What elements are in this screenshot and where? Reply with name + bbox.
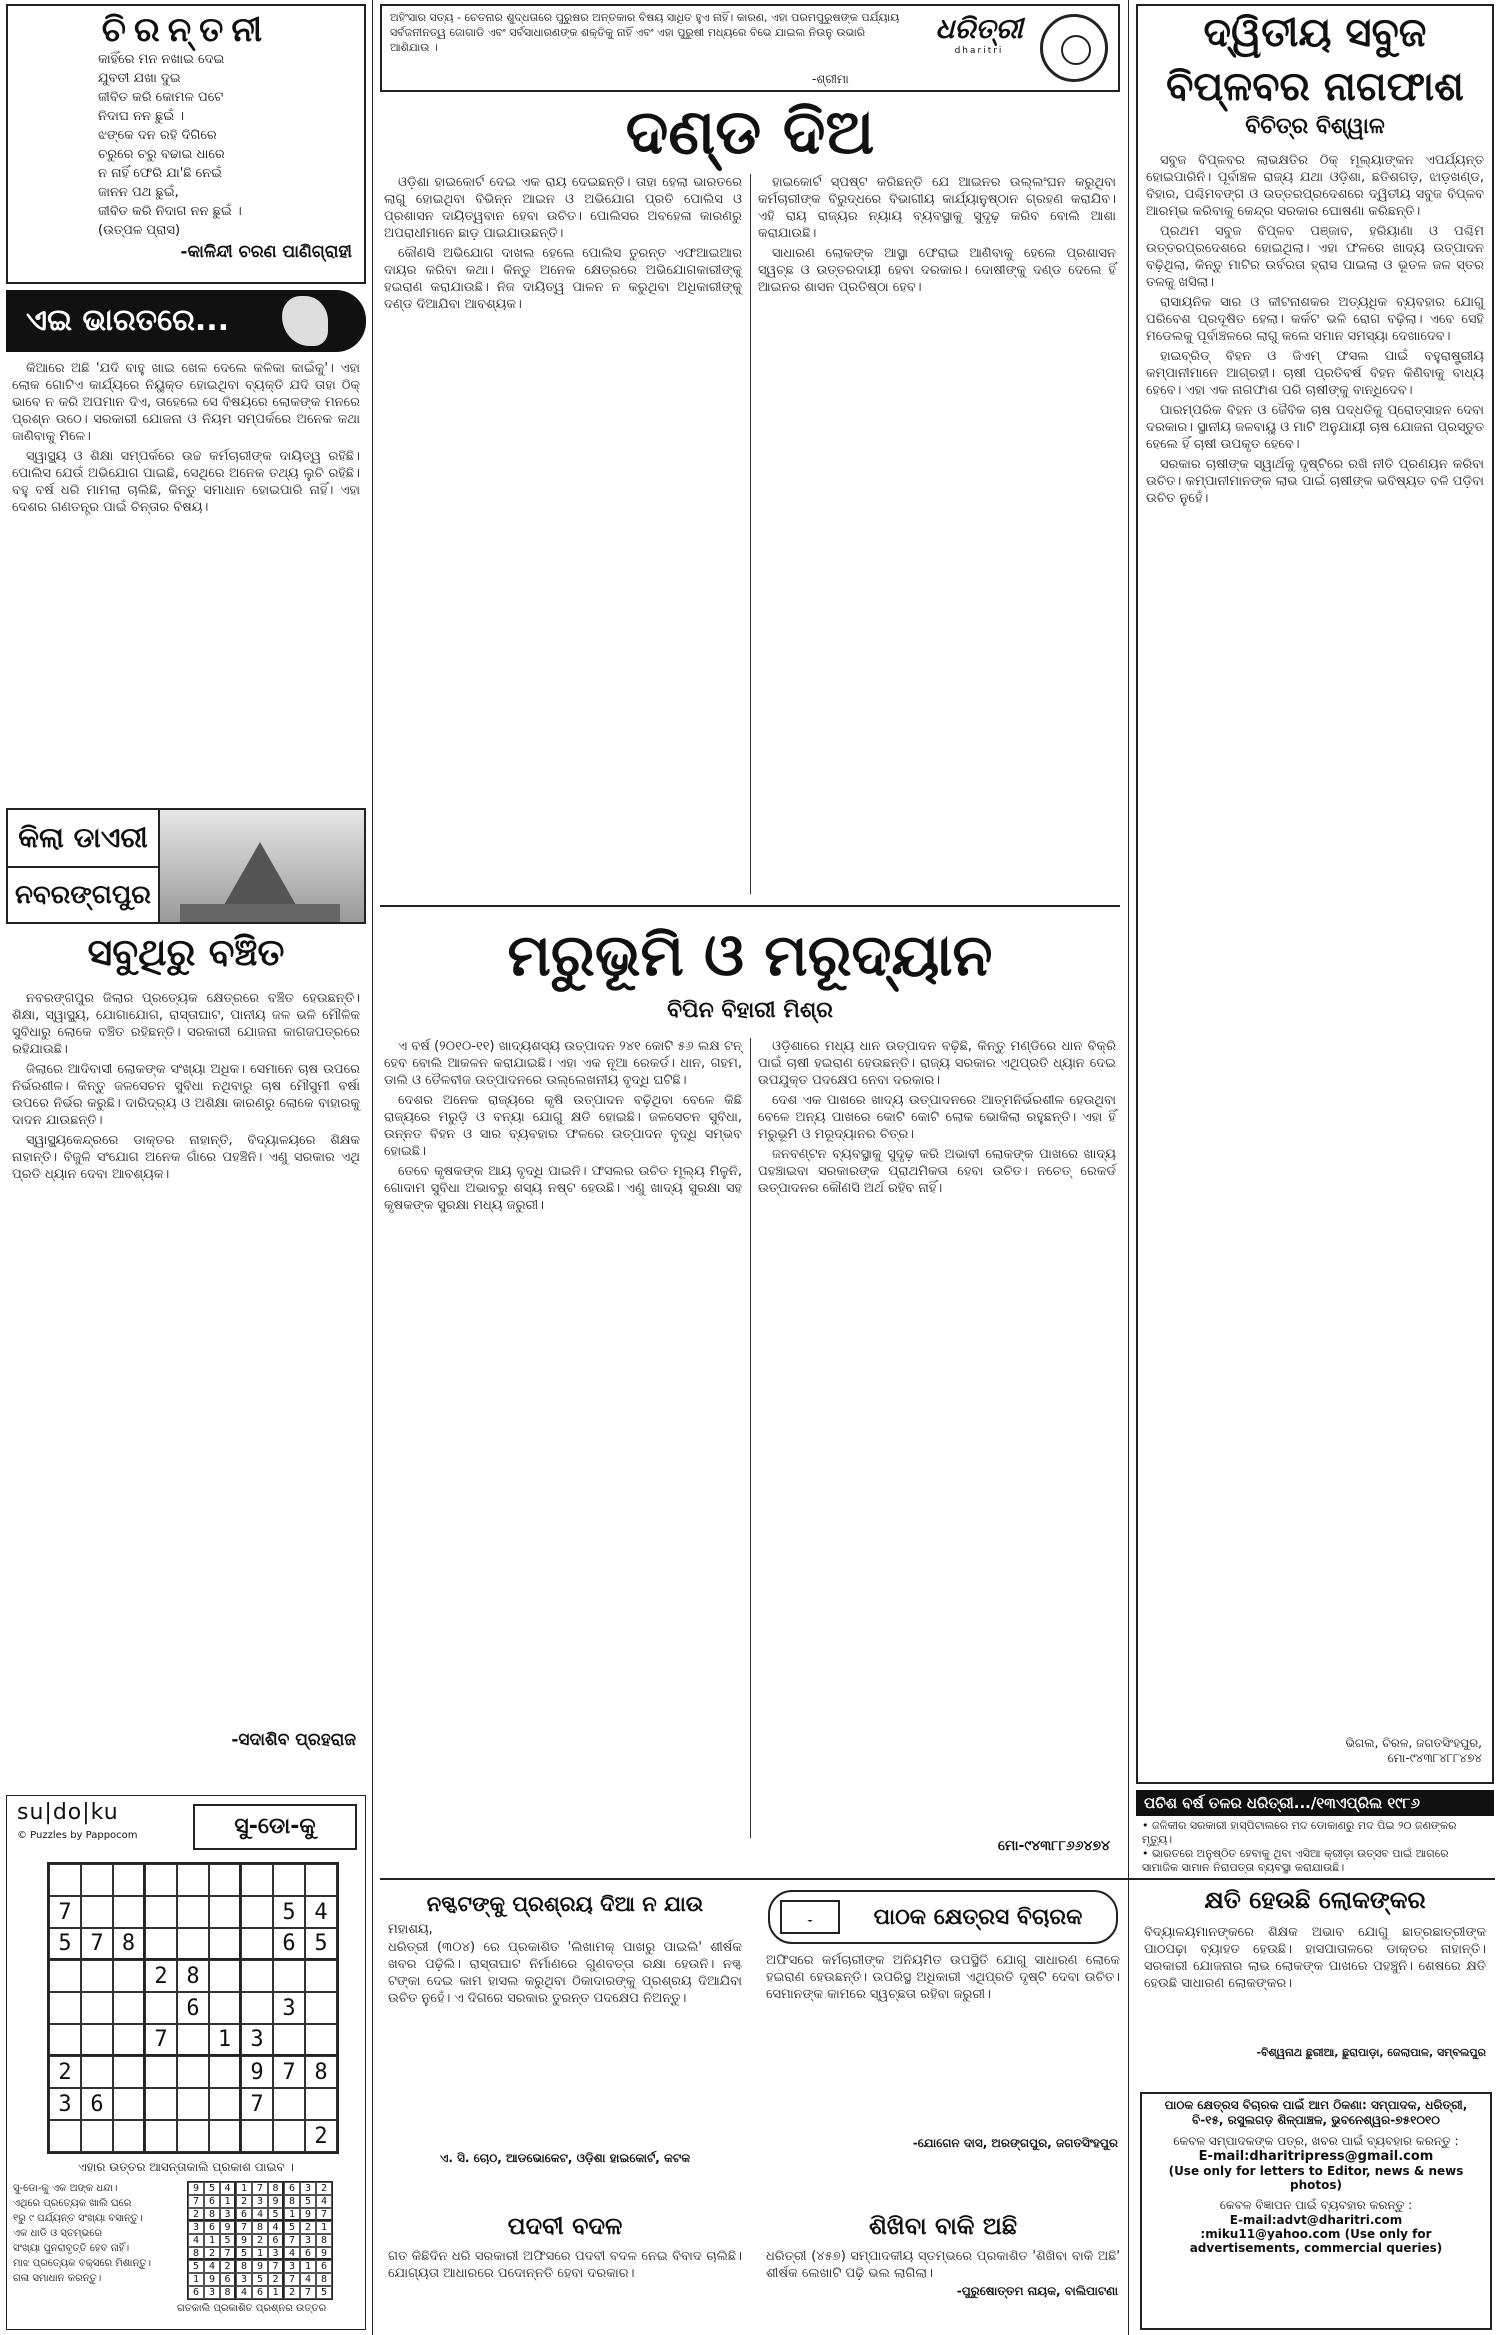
sudoku-help-line: ୧ରୁ ୯ ପର୍ଯ୍ୟନ୍ତ ସଂଖ୍ୟା ବସାନ୍ତୁ।	[13, 2213, 143, 2224]
sudoku-cell: 4	[188, 2234, 204, 2247]
letter-khyati	[1136, 1886, 1494, 2086]
sudoku-cell: 4	[204, 2260, 220, 2273]
sudoku-help-line: ସୁ-ଡୋ-କୁ ଏକ ଅଙ୍କ ଧନ୍ଦା।	[13, 2183, 118, 2194]
sudoku-cell[interactable]: 7	[145, 2024, 177, 2056]
sudoku-cell: 3	[300, 2234, 316, 2247]
sudoku-cell[interactable]	[305, 1960, 337, 1992]
sudoku-cell: 3	[252, 2195, 268, 2208]
masthead-box	[380, 4, 1120, 92]
sudoku-cell: 7	[316, 2208, 332, 2221]
sudoku-cell[interactable]	[241, 1992, 273, 2024]
sudoku-cell: 6	[316, 2260, 332, 2273]
sudoku-cell: 5	[300, 2195, 316, 2208]
sudoku-cell: 7	[252, 2182, 268, 2195]
sudoku-cell[interactable]	[209, 2088, 241, 2120]
sudoku-cell: 7	[220, 2247, 236, 2260]
sudoku-cell: 3	[268, 2247, 284, 2260]
kila-diary-banner	[6, 808, 366, 924]
letter-nagataku-body: ଧରିତ୍ରୀ (୩୦୪) ରେ ପ୍ରକାଶିତ 'ଲିଖାମକ୍ ପାଖରୁ ପାଇଲି' ଶୀର୍ଷକ ଖବର ପଢ଼ିଲି। ରାସ୍ତାଘାଟ ନିର୍ମାଣରେ ଗୁଣବତ୍ତା ରକ୍ଷା ହେଉନି। ନଗ୍ଦ ଟଙ୍କା ଦେଇ କାମ ହାସଲ କରୁଥିବା ଠିକାଦାରଙ୍କୁ ପ୍ରଶ୍ରୟ ଦିଆଯିବା ଉଚିତ ନୁହେଁ। ଏ ଦିଗରେ ସରକାର ତୁରନ୍ତ ପଦକ୍ଷେପ ନିଅନ୍ତୁ।	[388, 1940, 742, 2006]
sudoku-cell[interactable]: 7	[49, 1896, 81, 1928]
sudoku-cell: 5	[236, 2247, 252, 2260]
sudoku-cell: 4	[316, 2195, 332, 2208]
sudoku-cell[interactable]	[273, 1960, 305, 1992]
sudoku-cell: 9	[220, 2221, 236, 2234]
sudoku-cell[interactable]	[305, 1864, 337, 1896]
paragraph: ହାଇବ୍ରିଡ୍ ବିହନ ଓ ଜିଏମ୍ ଫସଲ ପାଇଁ ବହୁରାଷ୍ଟ୍ରୀୟ କମ୍ପାନୀମାନେ ଆଗ୍ରହୀ। ଚାଷୀ ପ୍ରତିବର୍ଷ ବିହନ କିଣିବାକୁ ବାଧ୍ୟ ହେବେ। ଏହା ଏକ ନାଗଫାଶ ପରି ଚାଷୀଙ୍କୁ ବାନ୍ଧିଦେବ।	[1146, 349, 1484, 398]
sabuja-phone: ମୋ-୯୪୩୮୪୮୮୪୭୪	[1387, 1751, 1482, 1765]
paragraph: ସରକାର ଚାଷୀଙ୍କ ସ୍ୱାର୍ଥକୁ ଦୃଷ୍ଟିରେ ରଖି ନୀତି ପ୍ରଣୟନ କରିବା ଉଚିତ। କମ୍ପାନୀମାନଙ୍କ ଲାଭ ପାଇଁ ଚାଷୀଙ୍କ ଭବିଷ୍ୟତ ବଳି ପଡ଼ିବା ଉଚିତ ନୁହେଁ।	[1146, 457, 1484, 506]
sudoku-cell[interactable]	[81, 2120, 113, 2152]
sudoku-cell[interactable]	[241, 2120, 273, 2152]
sudoku-cell: 2	[268, 2273, 284, 2286]
sudoku-cell[interactable]: 8	[305, 2056, 337, 2088]
letter-khyati-title: କ୍ଷତି ହେଉଛି ଲୋକଙ୍କର	[1204, 1886, 1426, 1914]
sudoku-cell: 6	[188, 2286, 204, 2299]
sudoku-cell[interactable]	[145, 1992, 177, 2024]
paragraph: କୌଣସି ଅଭିଯୋଗ ଦାଖଲ ହେଲେ ପୋଲିସ ତୁରନ୍ତ ଏଫଆଇଆର ଦାୟର କରିବା କଥା। କିନ୍ତୁ ଅନେକ କ୍ଷେତ୍ରରେ ଅଭିଯୋଗକାରୀଙ୍କୁ ହଇରାଣ କରାଯାଉଛି। ନିଜ ଦାୟିତ୍ୱ ପାଳନ ନ କରୁଥିବା ଅଧିକାରୀଙ୍କୁ ଦଣ୍ଡ ଦିଆଯିବା ଆବଶ୍ୟକ।	[384, 246, 742, 312]
sudoku-cell: 8	[252, 2221, 268, 2234]
sudoku-cell[interactable]: 2	[49, 2056, 81, 2088]
sudoku-cell: 8	[268, 2182, 284, 2195]
sudoku-cell: 9	[188, 2182, 204, 2195]
marubhumi-title: ମରୁଭୂମି ଓ ମରୂଦ୍ୟାନ	[507, 921, 993, 989]
poem-line: ଜାନନ ପଥ ଛୁଇଁ,	[98, 185, 179, 200]
paragraph: ହାଇକୋର୍ଟ ସ୍ପଷ୍ଟ କରିଛନ୍ତି ଯେ ଆଇନର ଉଲ୍ଲଂଘନ କରୁଥିବା କର୍ମଚାରୀଙ୍କ ବିରୁଦ୍ଧରେ ବିଭାଗୀୟ କାର୍ଯ୍ୟାନୁଷ୍ଠାନ ଗ୍ରହଣ କରାଯିବ। ଏହି ରାୟ ରାଜ୍ୟର ନ୍ୟାୟ ବ୍ୟବସ୍ଥାକୁ ସୁଦୃଢ଼ କରିବ ବୋଲି ଆଶା କରାଯାଉଛି।	[758, 175, 1116, 241]
sudoku-cell: 3	[220, 2208, 236, 2221]
sudoku-cell: 1	[204, 2234, 220, 2247]
poem-line: ଯୁବତୀ ଯଖା ଦୁଇ	[98, 71, 181, 86]
sudoku-cell: 6	[268, 2234, 284, 2247]
sudoku-solution-note: ଗତକାଲି ପ୍ରକାଶିତ ପ୍ରଶ୍ନର ଉତ୍ତର	[177, 2303, 327, 2314]
sudoku-cell[interactable]	[209, 1960, 241, 1992]
sudoku-cell: 8	[236, 2260, 252, 2273]
letter-sikhiba-title: ଶିଖିବା ବାକି ଅଛି	[868, 2212, 1018, 2240]
sabuja-body	[1138, 148, 1492, 1736]
sudoku-cell[interactable]: 5	[273, 1896, 305, 1928]
sudoku-cell[interactable]	[241, 1896, 273, 1928]
sudoku-cell: 6	[284, 2182, 300, 2195]
sabu-tharu-title: ସବୁଥିରୁ ବଞ୍ଚିତ	[87, 930, 285, 974]
letter-nagataku-author: ଏ. ସି. ଚୋଠ, ଆଡଭୋକେଟ, ଓଡ଼ିଶା ହାଇକୋର୍ଟ, କଟକ	[439, 2151, 691, 2165]
sudoku-cell: 5	[188, 2260, 204, 2273]
sudoku-cell[interactable]	[81, 1896, 113, 1928]
letter-khyati-body: ବିଦ୍ୟାଳୟମାନଙ୍କରେ ଶିକ୍ଷକ ଅଭାବ ଯୋଗୁ ଛାତ୍ରଛାତ୍ରୀଙ୍କ ପାଠପଢ଼ା ବ୍ୟାହତ ହେଉଛି। ହାସପାତାଳରେ ଡାକ୍ତର ନାହାନ୍ତି। ସରକାରୀ ଯୋଜନାର ଲାଭ ଲୋକଙ୍କ ପାଖରେ ପହଞ୍ଚୁନି। ଶେଷରେ କ୍ଷତି ହେଉଛି ସାଧାରଣ ଲୋକଙ୍କର।	[1144, 1925, 1486, 1991]
sudoku-cell: 7	[300, 2286, 316, 2299]
sudoku-cell: 5	[220, 2234, 236, 2247]
sudoku-cell: 6	[236, 2208, 252, 2221]
sudoku-cell: 1	[188, 2273, 204, 2286]
sudoku-help-line: ଏଥିରେ ପ୍ରତ୍ୟେକ ଖାଲି ଘରେ	[13, 2198, 132, 2209]
sudoku-cell: 6	[204, 2221, 220, 2234]
ei-bharatare-title: ଏଇ ଭାରତରେ...	[26, 303, 230, 338]
sudoku-cell[interactable]: 5	[49, 1928, 81, 1960]
sudoku-solution-grid	[187, 2181, 333, 2300]
kila-diary-label: କିଲା ଡାଏରୀ	[8, 810, 160, 868]
paragraph: ଜିଲାରେ ଆଦିବାସୀ ଲୋକଙ୍କ ସଂଖ୍ୟା ଅଧିକ। ସେମାନେ ଚାଷ ଉପରେ ନିର୍ଭରଶୀଳ। କିନ୍ତୁ ଜଳସେଚନ ସୁବିଧା ନଥିବାରୁ ଚାଷ ମୌସୁମୀ ବର୍ଷା ଉପରେ ନିର୍ଭର କରୁଛି। ଦାରିଦ୍ର୍ୟ ଓ ଅଶିକ୍ଷା କାରଣରୁ ଲୋକେ ବାହାରକୁ ଦାଦନ ଯାଉଛନ୍ତି।	[12, 1062, 360, 1128]
contact-ad-label: କେବଳ ବିଜ୍ଞାପନ ପାଇଁ ବ୍ୟବହାର କରନ୍ତୁ :	[1219, 2198, 1413, 2212]
poem-line: (ଉତ୍ପଳ ପ୍ରାସ)	[98, 223, 181, 238]
sudoku-cell: 8	[284, 2195, 300, 2208]
pachisi-item: • ଭାରତରେ ଅନୁଷ୍ଠିତ ହେବାକୁ ଥିବା ଏସିଆ କ୍ରୀଡ଼ା ଉତ୍ସବ ପାଇଁ ଆଗରେ ସାମାଜିକ ସାମାନ ନିରାପତ୍ତା ବ୍ୟବସ୍ଥା କରାଯାଉଛି।	[1142, 1847, 1449, 1874]
sudoku-cell[interactable]	[81, 1992, 113, 2024]
sudoku-cell[interactable]	[209, 1928, 241, 1960]
sudoku-cell: 7	[268, 2260, 284, 2273]
sudoku-cell: 3	[188, 2221, 204, 2234]
ei-bharatare-body	[6, 352, 366, 516]
sudoku-cell[interactable]	[113, 1864, 145, 1896]
sudoku-cell[interactable]	[209, 1992, 241, 2024]
letter-padabi	[380, 2212, 750, 2330]
sudoku-cell: 2	[188, 2208, 204, 2221]
sudoku-cell: 5	[268, 2208, 284, 2221]
sudoku-cell[interactable]	[113, 1896, 145, 1928]
sudoku-cell: 4	[236, 2286, 252, 2299]
sudoku-cell: 6	[252, 2286, 268, 2299]
sudoku-cell: 5	[204, 2182, 220, 2195]
sudoku-cell: 8	[188, 2247, 204, 2260]
contact-email-note: (Use only for letters to Editor, news & news photos)	[1168, 2164, 1464, 2192]
masthead-quote-author: -ଶ୍ରୀମା	[812, 72, 849, 86]
sudoku-cell: 3	[204, 2286, 220, 2299]
marubhumi-section	[380, 912, 1120, 1872]
paragraph: ପ୍ରଥମ ସବୁଜ ବିପ୍ଳବ ପଞ୍ଜାବ, ହରିୟାଣା ଓ ପଶ୍ଚିମ ଉତ୍ତରପ୍ରଦେଶରେ ହୋଇଥିଲା। ଏହା ଫଳରେ ଖାଦ୍ୟ ଉତ୍ପାଦନ ବଢ଼ିଥିଲା, କିନ୍ତୁ ମାଟିର ଉର୍ବରତା ହ୍ରାସ ପାଇଲା ଓ ଭୂତଳ ଜଳ ସ୍ତର ତଳକୁ ଖସିଲା।	[1146, 224, 1484, 290]
poem-line: ଜୀବିତ କରି ନିଦାଗ ନନ ଛୁଇଁ ।	[98, 204, 242, 219]
sudoku-cell[interactable]	[305, 1992, 337, 2024]
sudoku-cell[interactable]: 5	[305, 1928, 337, 1960]
sudoku-cell: 2	[252, 2234, 268, 2247]
sudoku-cell[interactable]	[49, 2024, 81, 2056]
sudoku-cell[interactable]	[177, 1896, 209, 1928]
chirantani-poem	[8, 50, 364, 240]
chirantani-title: ଚିରନ୍ତନୀ	[101, 10, 271, 50]
sudoku-cell: 9	[316, 2247, 332, 2260]
letter-sikhiba-author: -ପୁରୁଷୋତ୍ତମ ନାୟକ, ବାଲିପାଟଣା	[956, 2284, 1118, 2298]
sudoku-cell[interactable]	[113, 2024, 145, 2056]
sudoku-cell: 9	[268, 2195, 284, 2208]
sudoku-cell[interactable]	[177, 2056, 209, 2088]
sudoku-cell: 2	[236, 2195, 252, 2208]
letter-sikhiba	[758, 2212, 1128, 2330]
masthead-quote: ଅହିଂସାର ସତ୍ୟ - ଚେତନାର ଶୁଦ୍ଧତାରେ ପୁରୁଷର ଅନ୍ତକାର ବିଷୟ ସାଧିତ ହୁଏ ନାହିଁ। କାରଣ, ଏହା ପରମପୁରୁଷଙ୍କ ପର୍ଯ୍ୟାୟ ସର୍ବଜନୀନତ୍ୱ ଜୋଗାଡି ଏବଂ ସର୍ବସାଧାରଣଙ୍କ ଶକ୍ତିକୁ ନାହିଁ ଏବଂ ଏହା ପୁରୁଷୀ ମଧ୍ୟରେ ବିଭେ ଯାଇଲ ନିଉନୁ ଉଭାରି ଆଶିଯାଉ ।	[390, 11, 900, 54]
sudoku-cell: 8	[316, 2273, 332, 2286]
sudoku-cell: 8	[316, 2234, 332, 2247]
sudoku-cell: 1	[300, 2260, 316, 2273]
chirantani-author: -କାଳିନ୍ଦୀ ଚରଣ ପାଣିଗ୍ରାହୀ	[180, 242, 352, 262]
sudoku-cell[interactable]	[145, 2120, 177, 2152]
sudoku-cell[interactable]: 7	[241, 2088, 273, 2120]
sudoku-cell[interactable]	[81, 1864, 113, 1896]
sudoku-cell[interactable]	[81, 2056, 113, 2088]
sudoku-cell: 5	[284, 2221, 300, 2234]
pachisi-section	[1136, 1790, 1494, 1874]
sudoku-cell[interactable]: 7	[273, 2056, 305, 2088]
sabuja-section	[1136, 4, 1494, 1784]
sudoku-cell[interactable]	[273, 2088, 305, 2120]
paragraph: ସ୍ୱାସ୍ଥ୍ୟ ଓ ଶିକ୍ଷା ସମ୍ପର୍କରେ ଉଚ୍ଚ କର୍ମଚାରୀଙ୍କ ଦାୟିତ୍ୱ ରହିଛି। ପୋଲିସ ଯେଉଁ ଅଭିଯୋଗ ପାଇଛି, ସେଥିରେ ଅନେକ ତଥ୍ୟ ଲୁଚି ରହିଛି। ବହୁ ବର୍ଷ ଧରି ମାମଲା ଚାଲିଛି, କିନ୍ତୁ ସମାଧାନ ହୋଇପାରି ନାହିଁ। ଏହା ଦେଶର ଗଣତନ୍ତ୍ର ପାଇଁ ଚିନ୍ତାର ବିଷୟ।	[12, 449, 360, 515]
sudoku-cell: 9	[252, 2260, 268, 2273]
sudoku-cell: 2	[300, 2221, 316, 2234]
sudoku-cell: 4	[300, 2273, 316, 2286]
sudoku-cell[interactable]	[209, 1896, 241, 1928]
sudoku-help-line: ଏକ ଧାଡି ଓ ସ୍ତମ୍ଭରେ	[13, 2228, 102, 2239]
paragraph: ସାଧାରଣ ଲୋକଙ୍କ ଆସ୍ଥା ଫେରାଇ ଆଣିବାକୁ ହେଲେ ପ୍ରଶାସନ ସ୍ୱଚ୍ଛ ଓ ଉତ୍ତରଦାୟୀ ହେବା ଦରକାର। ଦୋଷୀଙ୍କୁ ଦଣ୍ଡ ଦେଲେ ହିଁ ଆଇନର ଶାସନ ପ୍ରତିଷ୍ଠା ହେବ।	[758, 246, 1116, 295]
poem-line: ଚରୁରେ ଚରୁ ବଢାଇ ଧାରେ	[98, 147, 225, 162]
pachisi-title: ପଚିଶ ବର୍ଷ ତଳର ଧରିତ୍ରୀ.../୧୩ଏପ୍ରିଲ ୧୯୮୬	[1136, 1790, 1494, 1816]
sudoku-cell: 2	[284, 2286, 300, 2299]
sudoku-cell[interactable]	[177, 2120, 209, 2152]
temple-photo	[160, 810, 364, 922]
sudoku-cell: 1	[284, 2208, 300, 2221]
danda-dia-body	[380, 168, 1120, 894]
sabuja-title-1: ଦ୍ୱିତୀୟ ସବୁଜ	[1203, 10, 1427, 56]
marubhumi-body	[380, 1034, 1120, 1838]
envelope-icon	[780, 1900, 840, 1934]
sudoku-grid	[47, 1862, 339, 2154]
sudoku-cell[interactable]	[305, 2024, 337, 2056]
paragraph: ଏ ବର୍ଷ (୨୦୧୦-୧୧) ଖାଦ୍ୟଶସ୍ୟ ଉତ୍ପାଦନ ୨୪୧ କୋଟି ୫୬ ଲକ୍ଷ ଟନ୍ ହେବ ବୋଲି ଆକଳନ କରାଯାଇଛି। ଏହା ଏକ ନୂଆ ରେକର୍ଡ। ଧାନ, ଗହମ, ଡାଲି ଓ ତୈଳବୀଜ ଉତ୍ପାଦନରେ ଉଲ୍ଲେଖନୀୟ ବୃଦ୍ଧି ଘଟିଛି।	[384, 1039, 742, 1088]
sabu-tharu-section	[6, 930, 366, 1790]
pathaka-body: ଅଫିସରେ କର୍ମଚାରୀଙ୍କ ଅନିୟମିତ ଉପସ୍ଥିତି ଯୋଗୁ ସାଧାରଣ ଲୋକେ ହଇରାଣ ହେଉଛନ୍ତି। ଉପରିସ୍ଥ ଅଧିକାରୀ ଏଥିପ୍ରତି ଦୃଷ୍ଟି ଦେବା ଉଚିତ। ସେମାନଙ୍କ କାମରେ ସ୍ୱଚ୍ଛତା ରହିବା ଜରୁରୀ।	[766, 1953, 1120, 2002]
marubhumi-phone: ମୋ-୯୪୩୮୮୬୬୪୭୪	[997, 1838, 1110, 1854]
sudoku-cell: 1	[252, 2247, 268, 2260]
sudoku-cell[interactable]	[145, 1896, 177, 1928]
sudoku-cell: 9	[236, 2234, 252, 2247]
paper-logo: ଧରିତ୍ରୀ dharitri	[935, 12, 1023, 56]
sudoku-cell: 3	[236, 2273, 252, 2286]
sudoku-cell: 1	[220, 2195, 236, 2208]
sudoku-cell: 3	[284, 2260, 300, 2273]
contact-box	[1140, 2092, 1492, 2330]
sudoku-cell[interactable]: 6	[177, 1992, 209, 2024]
sudoku-box	[6, 1795, 366, 2330]
sabu-tharu-author: -ସଦାଶିବ ପ୍ରହରାଜ	[231, 1730, 356, 1750]
sudoku-title: ସୁ-ଡୋ-କୁ	[193, 1804, 357, 1850]
poem-line: ନ ନାହିଁ ଫେରି ଯା'ଛି ନେଇଁ	[98, 166, 222, 181]
contact-email[interactable]: E-mail:dharitripress@gmail.com	[1198, 2149, 1434, 2164]
letter-nagataku-title: ନଗ୍ଦଟଙ୍କୁ ପ୍ରଶ୍ରୟ ଦିଆ ନ ଯାଉ	[426, 1892, 704, 1916]
sudoku-cell: 9	[300, 2208, 316, 2221]
paragraph: କିଆରେ ଅଛି 'ଯଦି ବାହୁ ଖାଇ ଖେଳ ଦେଲେ କଳିକା କାଇଁକୁ'। ଏହା ଲୋକ ଗୋଟିଏ କାର୍ଯ୍ୟରେ ନିୟୁକ୍ତ ହୋଇଥିବା ବ୍ୟକ୍ତି ଯଦି ତାହା ଠିକ୍ ଭାବେ ନ କରି ଅପମାନ ଦିଏ, ତାହେଲେ ସେ ବିଷୟରେ ଲୋକଙ୍କ ମନରେ ପ୍ରଶ୍ନ ଉଠେ। ସରକାରୀ ଯୋଜନା ଓ ନିୟମ ସମ୍ପର୍କରେ ଅନେକ କଥା ଜାଣିବାକୁ ମିଳେ।	[12, 361, 360, 444]
ei-bharatare-banner	[6, 290, 366, 352]
sudoku-cell: 1	[268, 2286, 284, 2299]
sudoku-cell[interactable]: 3	[241, 2024, 273, 2056]
sudoku-cell[interactable]	[241, 1864, 273, 1896]
sudoku-cell: 2	[204, 2247, 220, 2260]
sudoku-cell[interactable]	[305, 2088, 337, 2120]
sudoku-cell[interactable]	[209, 2056, 241, 2088]
sabuja-title-2: ବିପ୍ଳବର ନାଗଫାଶ	[1166, 64, 1464, 110]
sudoku-cell[interactable]: 3	[273, 1992, 305, 2024]
sudoku-cell[interactable]	[49, 1960, 81, 1992]
sudoku-cell: 7	[284, 2234, 300, 2247]
sudoku-cell[interactable]	[273, 2024, 305, 2056]
sudoku-cell: 3	[300, 2182, 316, 2195]
sudoku-cell: 4	[268, 2221, 284, 2234]
sudoku-cell: 5	[316, 2286, 332, 2299]
paragraph: ରାସାୟନିକ ସାର ଓ କୀଟନାଶକର ଅତ୍ୟଧିକ ବ୍ୟବହାର ଯୋଗୁ ପରିବେଶ ପ୍ରଦୂଷିତ ହେଲା। କର୍କଟ ଭଳି ରୋଗ ବଢ଼ିଲା। ଏବେ ସେହି ମଡେଲକୁ ପୂର୍ବାଞ୍ଚଳରେ ଲାଗୁ କଲେ ସମାନ ସମସ୍ୟା ଦେଖାଦେବ।	[1146, 295, 1484, 344]
sudoku-cell[interactable]	[113, 2088, 145, 2120]
sudoku-cell[interactable]: 3	[49, 2088, 81, 2120]
chirantani-box	[6, 4, 366, 284]
paragraph: ପାରମ୍ପରିକ ବିହନ ଓ ଜୈବିକ ଚାଷ ପଦ୍ଧତିକୁ ପ୍ରୋତ୍ସାହନ ଦେବା ଦରକାର। ସ୍ଥାନୀୟ ଜଳବାୟୁ ଓ ମାଟି ଅନୁଯାୟୀ ଚାଷ ଯୋଜନା ପ୍ରସ୍ତୁତ ହେଲେ ହିଁ ଚାଷୀ ଉପକୃତ ହେବେ।	[1146, 403, 1484, 452]
sudoku-cell[interactable]: 2	[305, 2120, 337, 2152]
kila-diary-place: ନବରଙ୍ଗପୁର	[8, 866, 160, 924]
sudoku-cell[interactable]	[113, 2056, 145, 2088]
paragraph: ଓଡ଼ିଶା ହାଇକୋର୍ଟ ଦେଇ ଏକ ରାୟ ଦେଇଛନ୍ତି। ତାହା ହେଲା ଭାରତରେ ଲାଗୁ ହୋଇଥିବା ବିଭିନ୍ନ ଆଇନ ଓ ଅଭିଯୋଗ ପ୍ରତି ପୋଲିସ ଓ ପ୍ରଶାସନ ଦାୟିତ୍ୱବାନ ହେବା ଉଚିତ। ପୋଲିସର ଅବହେଳା କାରଣରୁ ଅପରାଧୀମାନେ ଛାଡ଼ ପାଇଯାଉଛନ୍ତି।	[384, 175, 742, 241]
sudoku-cell: 7	[284, 2273, 300, 2286]
letter-khyati-author: -ବିଶ୍ୱନାଥ ଛୁରୀଆ, ଛୁରାପାଡ଼ା, ଜେଲାପାଳ, ସମ୍ବଲପୁର	[1256, 2046, 1486, 2059]
sudoku-cell: 6	[204, 2195, 220, 2208]
ei-bharatare-section	[6, 290, 366, 800]
pachisi-items	[1136, 1816, 1494, 1874]
sudoku-cell: 4	[252, 2208, 268, 2221]
sudoku-help-line: ସଂଖ୍ୟା ପୁନରାବୃତ୍ତି ହେବ ନାହିଁ।	[13, 2243, 130, 2254]
paragraph: ସ୍ୱାସ୍ଥ୍ୟକେନ୍ଦ୍ରରେ ଡାକ୍ତର ନାହାନ୍ତି, ବିଦ୍ୟାଳୟରେ ଶିକ୍ଷକ ନାହାନ୍ତି। ବିଜୁଳି ସଂଯୋଗ ଅନେକ ଗାଁରେ ପହଞ୍ଚିନି। ଏଣୁ ସରକାର ଏଥି ପ୍ରତି ଧ୍ୟାନ ଦେବା ଆବଶ୍ୟକ।	[12, 1133, 360, 1182]
sudoku-cell[interactable]	[113, 1960, 145, 1992]
sudoku-cell[interactable]	[145, 1864, 177, 1896]
sudoku-note: ଏହାର ଉତ୍ତର ଆସନ୍ତାକାଲି ପ୍ରକାଶ ପାଇବ ।	[78, 2160, 294, 2174]
sudoku-cell[interactable]: 2	[145, 1960, 177, 1992]
contact-header: ପାଠକ କ୍ଷେତ୍ରସ ବିଚାରକ ପାଇଁ ଆମ ଠିକଣା: ସମ୍ପାଦକ, ଧରିତ୍ରୀ, ବି-୧୫, ରସୁଲଗଡ଼ ଶିଳ୍ପାଞ୍ଚଳ, ଭୁବନେଶ୍ୱର-୭୫୧୦୧୦	[1164, 2098, 1468, 2127]
letter-padabi-body: ଗତ କିଛିଦିନ ଧରି ସରକାରୀ ଅଫିସରେ ପଦବୀ ବଦଳ ନେଇ ବିବାଦ ଚାଲିଛି। ଯୋଗ୍ୟତା ଆଧାରରେ ପଦୋନ୍ନତି ହେବା ଦରକାର।	[388, 2249, 742, 2281]
sudoku-cell[interactable]	[113, 2120, 145, 2152]
paragraph: ଓଡ଼ିଶାରେ ମଧ୍ୟ ଧାନ ଉତ୍ପାଦନ ବଢ଼ିଛି, କିନ୍ତୁ ମଣ୍ଡିରେ ଧାନ ବିକ୍ରି ପାଇଁ ଚାଷୀ ହଇରାଣ ହେଉଛନ୍ତି। ରାଜ୍ୟ ସରକାର ଏଥିପ୍ରତି ଧ୍ୟାନ ଦେଇ ଉପଯୁକ୍ତ ପଦକ୍ଷେପ ନେବା ଦରକାର।	[758, 1039, 1116, 1088]
sudoku-help	[13, 2181, 163, 2286]
sudoku-cell[interactable]	[49, 2120, 81, 2152]
sudoku-cell[interactable]	[145, 2088, 177, 2120]
wheel-emblem-icon	[1040, 14, 1108, 82]
marubhumi-author: ବିପିନ ବିହାରୀ ମିଶ୍ର	[667, 998, 833, 1023]
sudoku-cell[interactable]	[49, 1992, 81, 2024]
pathaka-section	[758, 1886, 1128, 2206]
sudoku-cell[interactable]: 9	[241, 2056, 273, 2088]
sudoku-help-line: ମାଝ ପ୍ରତ୍ୟେକ ବକ୍ସରେ ମିଶାନ୍ତୁ।	[13, 2258, 151, 2269]
sudoku-cell[interactable]: 7	[81, 1928, 113, 1960]
sudoku-cell: 5	[252, 2273, 268, 2286]
contact-ad-email2[interactable]: :miku11@yahoo.com (Use only for	[1200, 2227, 1432, 2241]
pathaka-author: -ଯୋଗେନ ଦାସ, ଅରଙ୍ଗପୁର, ଜଗତସିଂହପୁର	[912, 2136, 1118, 2150]
sudoku-help-line: ଗଳା ସମାଧାନ କରନ୍ତୁ।	[13, 2273, 102, 2284]
sudoku-cell: 4	[220, 2182, 236, 2195]
contact-ad-email1[interactable]: E-mail:advt@dharitri.com	[1229, 2213, 1403, 2227]
sudoku-cell[interactable]	[145, 1928, 177, 1960]
sabuja-address: ଭିଗଲ, ଚିରଳ, ଜଗତସିଂହପୁର,	[1345, 1736, 1482, 1750]
sudoku-cell[interactable]	[273, 2120, 305, 2152]
sudoku-cell: 7	[188, 2195, 204, 2208]
sudoku-cell: 2	[316, 2182, 332, 2195]
sabuja-subtitle: ବିଚିତ୍ର ବିଶ୍ୱାଳ	[1245, 114, 1385, 139]
sudoku-cell[interactable]	[209, 2120, 241, 2152]
sudoku-cell[interactable]	[241, 1960, 273, 1992]
sudoku-credit: © Puzzles by Pappocom	[17, 1830, 138, 1841]
sudoku-cell[interactable]	[113, 1992, 145, 2024]
paragraph: ଦେଶର ଅନେକ ରାଜ୍ୟରେ କୃଷି ଉତ୍ପାଦନ ବଢ଼ିଥିବା ବେଳେ କିଛି ରାଜ୍ୟରେ ମରୁଡ଼ି ଓ ବନ୍ୟା ଯୋଗୁ କ୍ଷତି ହୋଇଛି। ଜଳସେଚନ ସୁବିଧା, ଉନ୍ନତ ବିହନ ଓ ସାର ବ୍ୟବହାର ଫଳରେ ଉତ୍ପାଦନ ବୃଦ୍ଧି ସମ୍ଭବ ହୋଇଛି।	[384, 1093, 742, 1159]
sudoku-cell[interactable]: 6	[81, 2088, 113, 2120]
paragraph: ସବୁଜ ବିପ୍ଳବର ଲାଭକ୍ଷତିର ଠିକ୍ ମୂଲ୍ୟାଙ୍କନ ଏପର୍ଯ୍ୟନ୍ତ ହୋଇପାରିନି। ପୂର୍ବାଞ୍ଚଳ ରାଜ୍ୟ ଯଥା ଓଡ଼ିଶା, ଛତିଶଗଡ଼, ଝାଡ଼ଖଣ୍ଡ, ବିହାର, ପଶ୍ଚିମବଙ୍ଗ ଓ ଉତ୍ତରପ୍ରଦେଶରେ ଦ୍ୱିତୀୟ ସବୁଜ ବିପ୍ଳବ ଆରମ୍ଭ କରିବାକୁ କେନ୍ଦ୍ର ସରକାର ଘୋଷଣା କରିଛନ୍ତି।	[1146, 153, 1484, 219]
sudoku-cell[interactable]: 6	[273, 1928, 305, 1960]
sudoku-cell[interactable]: 1	[209, 2024, 241, 2056]
danda-dia-title: ଦଣ୍ଡ ଦିଅ	[625, 96, 875, 168]
paragraph: ତେବେ କୃଷକଙ୍କ ଆୟ ବୃଦ୍ଧି ପାଇନି। ଫସଲର ଉଚିତ ମୂଲ୍ୟ ମିଳୁନି, ଗୋଦାମ ସୁବିଧା ଅଭାବରୁ ଶସ୍ୟ ନଷ୍ଟ ହେଉଛି। ଏଣୁ ଖାଦ୍ୟ ସୁରକ୍ଷା ସହ କୃଷକଙ୍କ ସୁରକ୍ଷା ମଧ୍ୟ ଜରୁରୀ।	[384, 1164, 742, 1213]
pathaka-header	[768, 1890, 1118, 1944]
sudoku-cell[interactable]	[177, 2088, 209, 2120]
sudoku-cell[interactable]	[49, 1864, 81, 1896]
poem-line: କାହିଁରେ ମନ ନଖାଇ ଦେଇ	[98, 52, 225, 67]
sudoku-cell[interactable]: 4	[305, 1896, 337, 1928]
contact-email-label: କେବଳ ସମ୍ପାଦକଙ୍କ ପତ୍ର, ଖବର ପାଇଁ ବ୍ୟବହାର କରନ୍ତୁ :	[1173, 2134, 1459, 2148]
sudoku-cell[interactable]: 8	[113, 1928, 145, 1960]
contact-ad-note: advertisements, commercial queries)	[1189, 2241, 1443, 2255]
pathaka-label: ପାଠକ କ୍ଷେତ୍ରସ ବିଚାରକ	[873, 1904, 1083, 1930]
sudoku-cell[interactable]: 8	[177, 1960, 209, 1992]
sudoku-cell: 8	[220, 2286, 236, 2299]
letter-padabi-title: ପଦବୀ ବଦଳ	[507, 2212, 623, 2240]
sudoku-brand: su|do|ku	[17, 1800, 119, 1825]
sudoku-cell: 7	[236, 2221, 252, 2234]
sudoku-cell: 2	[220, 2260, 236, 2273]
sudoku-cell[interactable]	[177, 1928, 209, 1960]
sudoku-cell[interactable]	[241, 1928, 273, 1960]
sudoku-cell: 1	[316, 2221, 332, 2234]
sudoku-cell: 9	[204, 2273, 220, 2286]
poem-line: ଝଙ୍କେ ଦନ ରହି ଦିଗିରେ	[98, 128, 217, 143]
sudoku-cell: 8	[204, 2208, 220, 2221]
sudoku-cell: 6	[220, 2273, 236, 2286]
letter-sikhiba-body: ଧରିତ୍ରୀ (୪୫୭) ସମ୍ପାଦକୀୟ ସ୍ତମ୍ଭରେ ପ୍ରକାଶିତ 'ଶିଖିବା ବାକି ଅଛି' ଶୀର୍ଷକ ଲେଖାଟି ପଢ଼ି ଭଲ ଲାଗିଲା।	[766, 2249, 1120, 2281]
sudoku-cell[interactable]	[209, 1864, 241, 1896]
paragraph: ଦେଶ ଏକ ପାଖରେ ଖାଦ୍ୟ ଉତ୍ପାଦନରେ ଆତ୍ମନିର୍ଭରଶୀଳ ହେଉଥିବା ବେଳେ ଅନ୍ୟ ପାଖରେ କୋଟି କୋଟି ଲୋକ ଭୋକିଲା ରହୁଛନ୍ତି। ଏହା ହିଁ ମରୁଭୂମି ଓ ମରୂଦ୍ୟାନର ଚିତ୍ର।	[758, 1093, 1116, 1142]
pachisi-item: • ଜଳିକୀର ସରକାରୀ ହାସ୍ପିଟାଲରେ ମଦ ଡୋକାଣରୁ ମଦ ପିଇ ୨୦ ଜଣଙ୍କର ମୃତ୍ୟୁ।	[1142, 1819, 1457, 1846]
sudoku-cell[interactable]	[81, 1960, 113, 1992]
sudoku-cell: 4	[284, 2247, 300, 2260]
sudoku-cell[interactable]	[177, 2024, 209, 2056]
sudoku-cell[interactable]	[273, 1864, 305, 1896]
sabu-tharu-body	[6, 986, 366, 1730]
sudoku-cell[interactable]	[81, 2024, 113, 2056]
sudoku-cell: 6	[300, 2247, 316, 2260]
letter-nagataku-salutation: ମହାଶୟ,	[388, 1922, 433, 1937]
paragraph: ନବରଙ୍ଗପୁର ଜିଲାର ପ୍ରତ୍ୟେକ କ୍ଷେତ୍ରରେ ବଞ୍ଚିତ ହେଉଛନ୍ତି। ଶିକ୍ଷା, ସ୍ୱାସ୍ଥ୍ୟ, ଯୋଗାଯୋଗ, ରାସ୍ତାଘାଟ, ପାନୀୟ ଜଳ ଭଳି ମୌଳିକ ସୁବିଧାରୁ ଲୋକେ ବଞ୍ଚିତ ରହିଛନ୍ତି। ସରକାରୀ ଯୋଜନା କାଗଜପତ୍ରରେ ରହିଯାଉଛି।	[12, 991, 360, 1057]
letter-nagataku	[380, 1886, 750, 2206]
sudoku-cell[interactable]	[145, 2056, 177, 2088]
sudoku-cell[interactable]	[177, 1864, 209, 1896]
danda-dia-section	[380, 96, 1120, 901]
poem-line: ଜୀବିତ କରି କୋମଳ ପଟେ	[98, 90, 224, 105]
poem-line: ନିଦାଘ ନନ ଛୁଇଁ ।	[98, 109, 185, 124]
paragraph: ଜନବଣ୍ଟନ ବ୍ୟବସ୍ଥାକୁ ସୁଦୃଢ଼ କରି ଅଭାବୀ ଲୋକଙ୍କ ପାଖରେ ଖାଦ୍ୟ ପହଞ୍ଚାଇବା ସରକାରଙ୍କ ପ୍ରାଥମିକତା ହେବା ଉଚିତ। ନଚେତ୍ ରେକର୍ଡ ଉତ୍ପାଦନର କୌଣସି ଅର୍ଥ ରହିବ ନାହିଁ।	[758, 1147, 1116, 1196]
sudoku-cell: 1	[236, 2182, 252, 2195]
